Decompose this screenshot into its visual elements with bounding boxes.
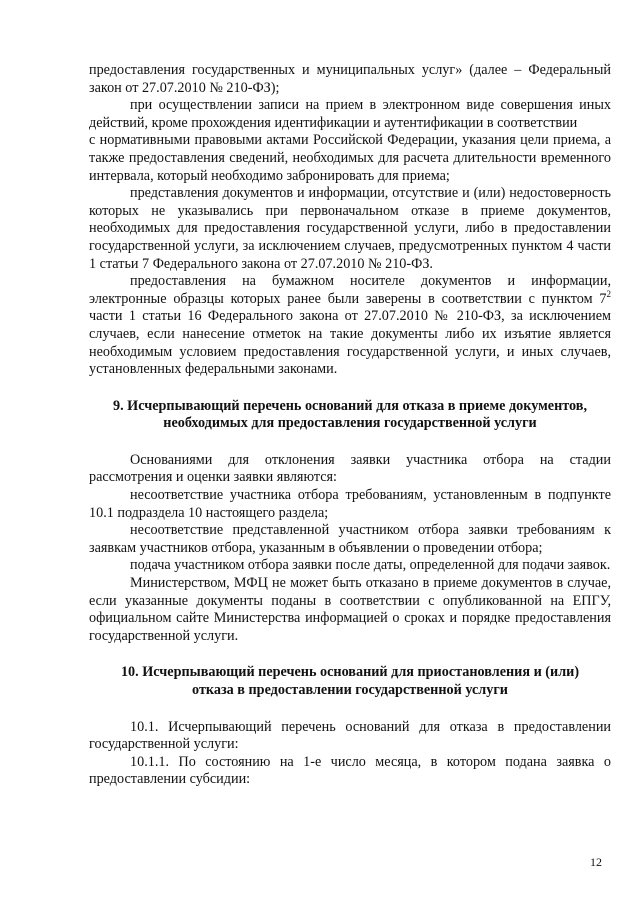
superscript: 2: [606, 288, 611, 299]
section-heading: [89, 664, 611, 699]
paragraph: несоответствие участника отбора требованиям, установленным в подпункте 10.1 подраздела 10 настоящего раздела;: [89, 487, 611, 521]
document-page: [89, 62, 611, 789]
heading-line: необходимых для предоставления государственной услуги: [163, 415, 537, 432]
paragraph: 10.1. Исчерпывающий перечень оснований для отказа в предоставлении государственной услуги:: [89, 718, 611, 753]
paragraph: Министерством, МФЦ не может быть отказано в приеме документов в случае, если указанные документы поданы в соответствии с опубликованной на ЕПГУ, официальном сайте Министерства информацией о сроках и порядке предоставления государственной услуги.: [89, 575, 611, 644]
paragraph-paper-documents: [89, 273, 611, 379]
heading-line: отказа в предоставлении государственной услуги: [192, 682, 508, 698]
paragraph: при осуществлении записи на прием в электронном виде совершения иных действий, кроме прохождения идентификации и аутентификации в соответствии: [89, 97, 611, 131]
paragraph-text: предоставления на бумажном носителе документов и информации, электронные образцы которых ранее были заверены в соответствии с пунктом 7: [89, 273, 611, 307]
page-number: 12: [590, 855, 602, 869]
paragraph: представления документов и информации, отсутствие и (или) недостоверность которых не указывались при первоначальном отказе в приеме документов, необходимых для предоставления государственной услуги, либо в предоставлении государственной услуги, за исключением случаев, предусмотренных пунктом 4 части 1 статьи 7 Федерального закона от 27.07.2010 № 210-ФЗ.: [89, 185, 611, 272]
section-heading: [89, 398, 611, 433]
paragraph: подача участником отбора заявки после даты, определенной для подачи заявок.: [130, 557, 611, 574]
heading-line: 10. Исчерпывающий перечень оснований для приостановления и (или): [120, 664, 580, 681]
paragraph: с нормативными правовыми актами Российской Федерации, указания цели приема, а также предоставления сведений, необходимых для расчета длительности временного интервала, который необходимо забронировать для приема;: [89, 132, 611, 184]
paragraph-text: части 1 статьи 16 Федерального закона от 27.07.2010 № 210-ФЗ, за исключением случаев, если нанесение отметок на такие документы либо их изъятие является необходимым условием предоставления государственной услуги, и иных случаев, установленных федеральными законами.: [89, 308, 611, 378]
paragraph: несоответствие представленной участником отбора заявки требованиям к заявкам участников отбора, указанным в объявлении о проведении отбора;: [89, 522, 611, 556]
paragraph: 10.1.1. По состоянию на 1-е число месяца, в котором подана заявка о предоставлении субсидии:: [89, 753, 611, 788]
heading-line: 9. Исчерпывающий перечень оснований для отказа в приеме документов,: [112, 397, 587, 414]
paragraph: Основаниями для отклонения заявки участника отбора на стадии рассмотрения и оценки заявки являются:: [89, 451, 611, 486]
paragraph: предоставления государственных и муниципальных услуг» (далее – Федеральный закон от 27.07.2010 № 210-ФЗ);: [89, 62, 611, 96]
